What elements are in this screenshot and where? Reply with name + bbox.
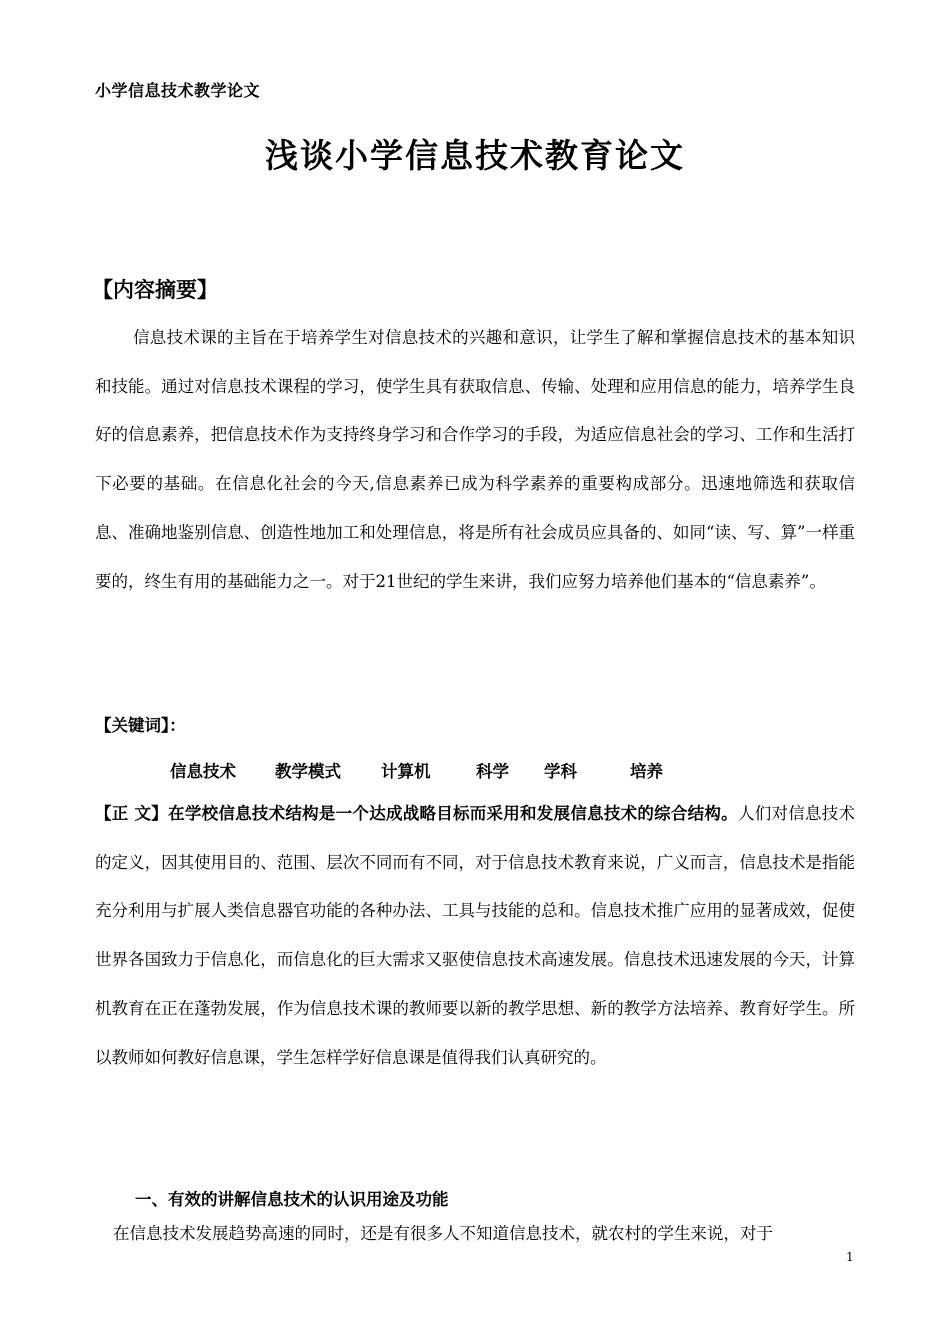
keyword-item: 教学模式 (275, 762, 341, 781)
abstract-paragraph: 信息技术课的主旨在于培养学生对信息技术的兴趣和意识，让学生了解和掌握信息技术的基本知识和技能。通过对信息技术课程的学习，使学生具有获取信息、传输、处理和应用信息的能力，培养学生良好的信息素养，把信息技术作为支持终身学习和合作学习的手段，为适应信息社会的学习、工作和生活打下必要的基础。在信息化社会的今天,信息素养已成为科学素养的重要构成部分。迅速地筛选和获取信息、准确地鉴别信息、创造性地加工和处理信息，将是所有社会成员应具备的、如同“读、写、算”一样重要的，终生有用的基础能力之一。对于21世纪的学生来讲，我们应努力培养他们基本的“信息素养”。 (95, 328, 855, 591)
keyword-item: 计算机 (381, 762, 431, 781)
keyword-item: 学科 (544, 762, 577, 781)
keyword-item: 信息技术 (170, 762, 236, 781)
body-text: 人们对信息技术的定义，因其使用目的、范围、层次不同而有不同，对于信息技术教育来说，广义而言，信息技术是指能充分利用与扩展人类信息器官功能的各种办法、工具与技能的总和。信息技术推广应用的显著成效，促使世界各国致力于信息化，而信息化的巨大需求又驱使信息技术高速发展。信息技术迅速发展的今天，计算机教育在正在蓬勃发展，作为信息技术课的教师要以新的教学思想、新的教学方法培养、教育好学生。所以教师如何教好信息课，学生怎样学好信息课是值得我们认真研究的。 (95, 804, 856, 1067)
keyword-item: 科学 (476, 762, 509, 781)
body-lead: 在学校信息技术结构是一个达成战略目标而采用和发展信息技术的综合结构。 (168, 804, 738, 823)
keyword-item: 培养 (630, 762, 663, 781)
keywords-heading: 【关键词】： (95, 716, 186, 735)
body-paragraph (95, 790, 855, 1082)
section-1-paragraph: 在信息技术发展趋势高速的同时，还是有很多人不知道信息技术，就农村的学生来说，对于 (113, 1224, 773, 1243)
page-number: 1 (846, 1250, 854, 1264)
body-label: 【正 文】 (95, 804, 169, 823)
abstract-heading: 【内容摘要】 (92, 278, 218, 302)
section-1-heading: 一、有效的讲解信息技术的认识用途及功能 (135, 1190, 449, 1209)
running-header: 小学信息技术教学论文 (95, 81, 261, 100)
document-title: 浅谈小学信息技术教育论文 (265, 136, 685, 175)
